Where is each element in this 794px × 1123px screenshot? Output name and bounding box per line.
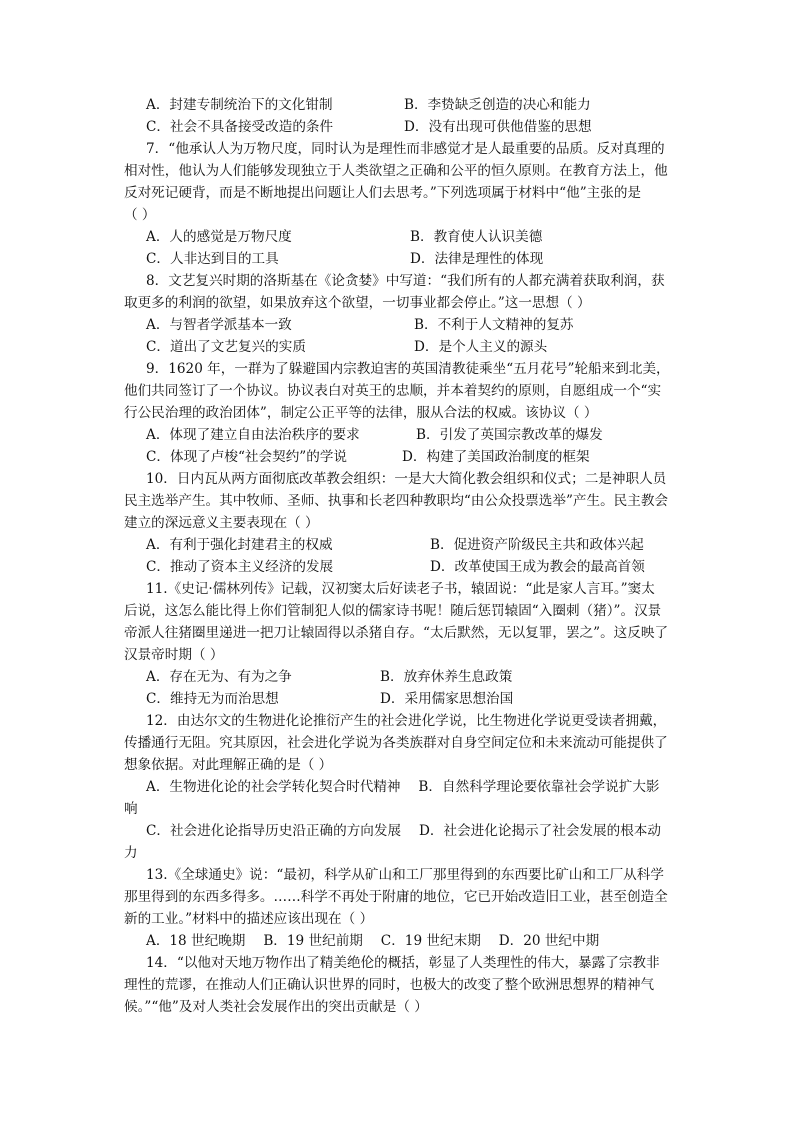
q6-option-b: B．李贽缺乏创造的决心和能力 xyxy=(404,97,591,113)
q14-stem-line-3: 候。”“他”及对人类社会发展作出的突出贡献是（ ） xyxy=(124,999,428,1015)
q12-options-ab: A．生物进化论的社会学转化契合时代精神 B．自然科学理论要依靠社会学说扩大影 xyxy=(146,779,660,795)
q9-stem-line-3: 行公民治理的政治团体”，制定公正平等的法律，服从合法的权威。该协议（ ） xyxy=(124,405,598,421)
q7-stem-line-3: 反对死记硬背，而是不断地提出问题让人们去思考。”下列选项属于材料中“他”主张的是 xyxy=(124,185,642,201)
q12-stem-line-3: 想象依据。对此理解正确的是（ ） xyxy=(124,757,333,773)
q14-stem-line-2: 理性的荒谬，在推动人们正确认识世界的同时，也极大的改变了整个欧洲思想界的精神气 xyxy=(124,977,655,993)
q11-option-a: A．存在无为、有为之争 xyxy=(146,669,292,685)
q13-stem-line-1: 13.《全球通史》说：“最初，科学从矿山和工厂那里得到的东西要比矿山和工厂从科学 xyxy=(146,867,664,883)
q8-option-a: A．与智者学派基本一致 xyxy=(146,317,292,333)
q6-option-c: C．社会不具备接受改造的条件 xyxy=(146,119,334,135)
q12-stem-line-1: 12．由达尔文的生物进化论推衍产生的社会进化学说，比生物进化学说更受读者拥戴， xyxy=(146,713,667,729)
q12-options-cd: C．社会进化论指导历史沿正确的方向发展 D．社会进化论揭示了社会发展的根本动 xyxy=(146,823,661,839)
q11-option-b: B．放弃休养生息政策 xyxy=(380,669,513,685)
q10-option-c: C．推动了资本主义经济的发展 xyxy=(146,559,334,575)
q6-option-a: A．封建专制统治下的文化钳制 xyxy=(146,97,333,113)
q8-option-d: D．是个人主义的源头 xyxy=(414,339,548,355)
q11-stem-line-3: 帝派人往猪圈里递进一把刀让辕固得以杀猪自存。“太后默然，无以复罪，罢之”。这反映了 xyxy=(124,625,669,641)
q8-stem-line-2: 取更多的利润的欲望，如果放弃这个欲望，一切事业都会停止。”这一思想（ ） xyxy=(124,295,591,311)
q10-stem-line-1: 10．日内瓦从两方面彻底改革教会组织：一是大大简化教会组织和仪式；二是神职人员 xyxy=(146,471,667,487)
q11-stem-line-1: 11.《史记·儒林列传》记载，汉初窦太后好读老子书，辕固说：“此是家人言耳。”窦太 xyxy=(146,581,655,597)
q7-option-c: C．人非达到目的工具 xyxy=(146,251,279,267)
q7-stem-line-2: 相对性，他认为人们能够发现独立于人类欲望之正确和公平的恒久原则。在教育方法上，他 xyxy=(124,163,668,179)
q11-stem-line-2: 后说，这怎么能比得上你们管制犯人似的儒家诗书呢！随后惩罚辕固“入圈刺（猪）”。汉景 xyxy=(124,603,662,619)
q12-options-ab-wrap: 响 xyxy=(124,801,138,817)
q9-option-a: A．体现了建立自由法治秩序的要求 xyxy=(146,427,360,443)
q9-stem-line-1: 9．1620 年，一群为了躲避国内宗教迫害的英国清教徒乘坐“五月花号”轮船来到北美， xyxy=(146,361,670,377)
q9-stem-line-2: 他们共同签订了一个协议。协议表白对英王的忠顺，并本着契约的原则，自愿组成一个“实 xyxy=(124,383,662,399)
q10-stem-line-3: 建立的深远意义主要表现在（ ） xyxy=(124,515,319,531)
q9-option-c: C．体现了卢梭“社会契约”的学说 xyxy=(146,449,348,465)
q9-option-b: B．引发了英国宗教改革的爆发 xyxy=(416,427,603,443)
q10-stem-line-2: 民主选举产生。其中牧师、圣师、执事和长老四种教职均“由公众投票选举”产生。民主教会 xyxy=(124,493,669,509)
q12-options-cd-wrap: 力 xyxy=(124,845,138,861)
q7-stem-line-4: （ ） xyxy=(124,207,156,223)
q12-stem-line-2: 传播通行无阻。究其原因，社会进化学说为各类族群对自身空间定位和未来流动可能提供了 xyxy=(124,735,668,751)
q7-option-d: D．法律是理性的体现 xyxy=(410,251,544,267)
q7-stem-line-1: 7．“他承认人为万物尺度，同时认为是理性而非感觉才是人最重要的品质。反对真理的 xyxy=(146,141,665,157)
q8-option-c: C．道出了文艺复兴的实质 xyxy=(146,339,306,355)
q6-option-d: D．没有出现可供他借鉴的思想 xyxy=(404,119,592,135)
q8-stem-line-1: 8．文艺复兴时期的洛斯基在《论贪婪》中写道：“我们所有的人都充满着获取利润，获 xyxy=(146,273,665,289)
q7-option-b: B．教育使人认识美德 xyxy=(410,229,543,245)
q13-options: A．18 世纪晚期 B．19 世纪前期 C．19 世纪末期 D．20 世纪中期 xyxy=(146,933,600,949)
q11-stem-line-4: 汉景帝时期（ ） xyxy=(124,647,224,663)
q13-stem-line-2: 那里得到的东西多得多。……科学不再处于附庸的地位，它已开始改造旧工业，甚至创造全 xyxy=(124,889,668,905)
q14-stem-line-1: 14．“以他对天地万物作出了精美绝伦的概括，彰显了人类理性的伟大，暴露了宗教非 xyxy=(146,955,660,971)
q7-option-a: A．人的感觉是万物尺度 xyxy=(146,229,292,245)
q13-stem-line-3: 新的工业。”材料中的描述应该出现在（ ） xyxy=(124,911,374,927)
q11-option-d: D．采用儒家思想治国 xyxy=(380,691,514,707)
q9-option-d: D．构建了美国政治制度的框架 xyxy=(402,449,590,465)
q10-option-d: D．改革使国王成为教会的最高首领 xyxy=(430,559,645,575)
q10-option-a: A．有利于强化封建君主的权威 xyxy=(146,537,333,553)
q8-option-b: B．不利于人文精神的复苏 xyxy=(414,317,574,333)
q11-option-c: C．维持无为而治思想 xyxy=(146,691,279,707)
q10-option-b: B．促进资产阶级民主共和政体兴起 xyxy=(430,537,644,553)
